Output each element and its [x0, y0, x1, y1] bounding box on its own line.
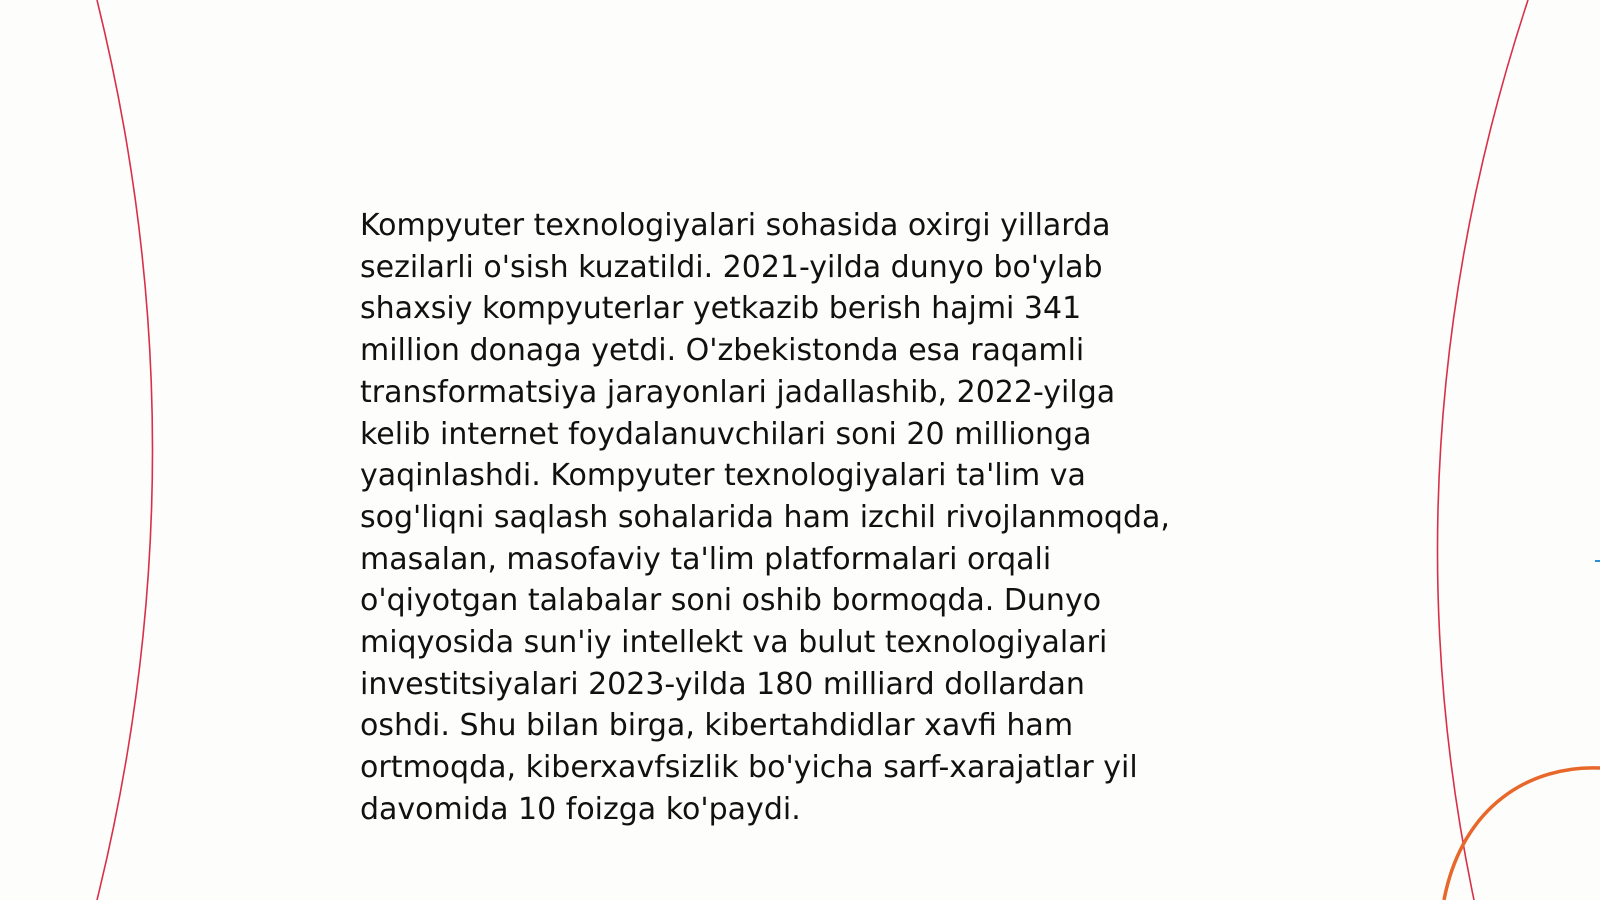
body-paragraph: Kompyuter texnologiyalari sohasida oxirgi yillarda sezilarli o'sish kuzatildi. 2021-yilda dunyo bo'ylab shaxsiy kompyuterlar yetkazib berish hajmi 341 million donaga yetdi. O'zbekistonda esa raqamli transformatsiya jarayonlari jadallashib, 2022-yilga kelib internet foydalanuvchilari soni 20 millionga yaqinlashdi. Kompyuter texnologiyalari ta'lim va sog'liqni saqlash sohalarida ham izchil rivojlanmoqda, masalan, masofaviy ta'lim platformalari orqali o'qiyotgan talabalar soni oshib bormoqda. Dunyo miqyosida sun'iy intellekt va bulut texnologiyalari investitsiyalari 2023-yilda 180 milliard dollardan oshdi. Shu bilan birga, kibertahdidlar xavfi ham ortmoqda, kiberxavfsizlik bo'yicha sarf-xarajatlar yil davomida 10 foizga ko'paydi.: [360, 208, 1170, 827]
right-arc-decoration: [1437, 0, 1528, 900]
left-arc-decoration: [97, 0, 153, 900]
orange-ring-decoration: [1444, 768, 1600, 900]
